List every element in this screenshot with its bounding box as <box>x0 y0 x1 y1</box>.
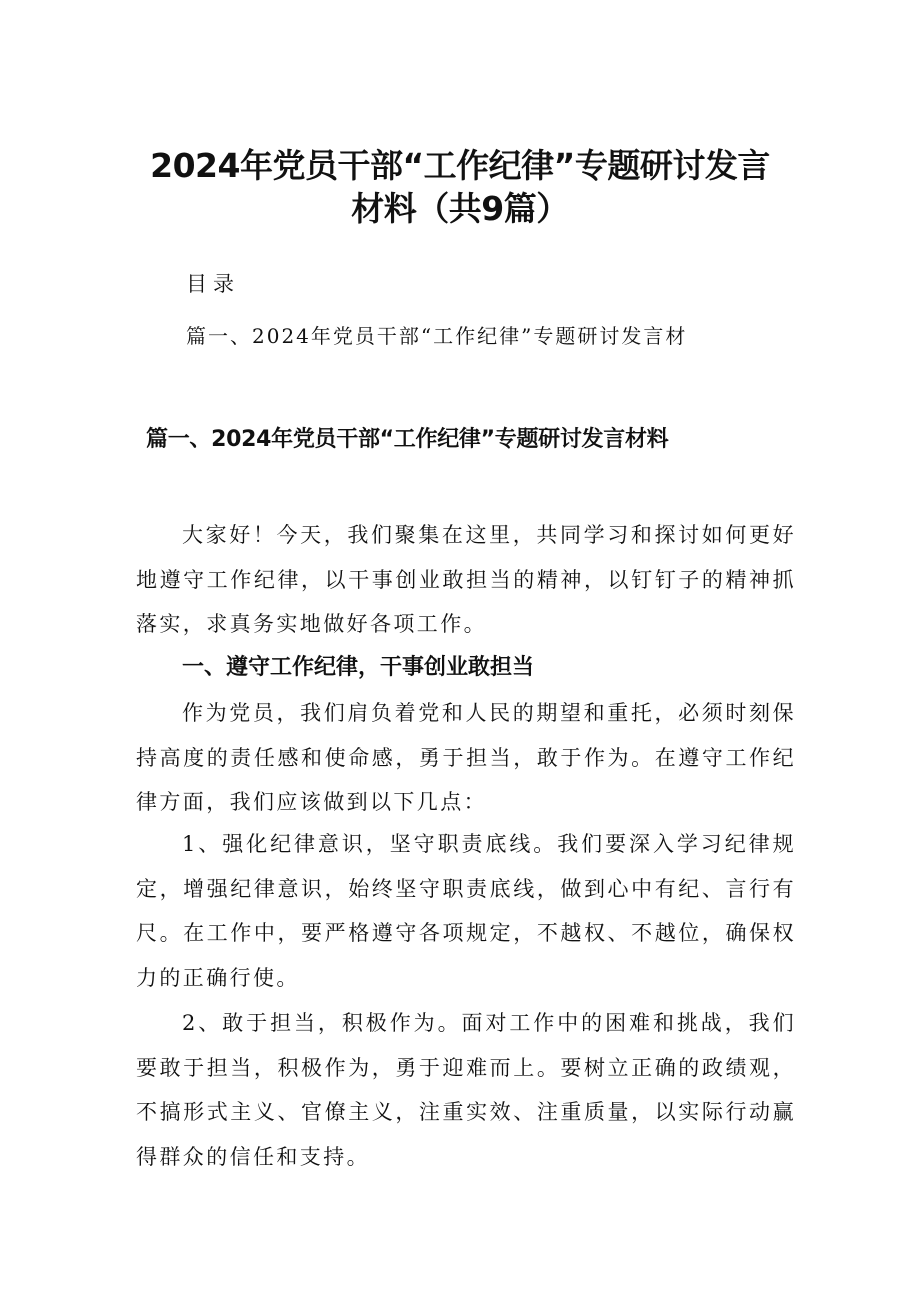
section-title-prefix: 篇一、2024 <box>146 427 272 452</box>
toc-item[interactable]: 篇一、2024年党员干部“工作纪律”专题研讨发言材 <box>186 324 688 348</box>
toc-label: 目录 <box>186 272 240 296</box>
paragraph-point-1: 1、强化纪律意识，坚守职责底线。我们要深入学习纪律规定，增强纪律意识，始终坚守职责底线，做到心中有纪、言行有尺。在工作中，要严格遵守各项规定，不越权、不越位，确保权力的正确行使。 <box>136 832 796 990</box>
paragraph-responsibility: 作为党员，我们肩负着党和人民的期望和重托，必须时刻保持高度的责任感和使命感，勇于担当，敢于作为。在遵守工作纪律方面，我们应该做到以下几点： <box>136 701 796 814</box>
section-title <box>146 422 668 453</box>
paragraph-point-2: 2、敢于担当，积极作为。面对工作中的困难和挑战，我们要敢于担当，积极作为，勇于迎难而上。要树立正确的政绩观，不搞形式主义、官僚主义，注重实效、注重质量，以实际行动赢得群众的信任和支持。 <box>136 1011 796 1169</box>
document-title-line-1: 2024年党员干部“工作纪律”专题研讨发言 <box>150 146 770 185</box>
subheading: 一、遵守工作纪律，干事创业敢担当 <box>182 655 535 680</box>
section-title-rest: 年党员干部“工作纪律”专题研讨发言材料 <box>271 427 669 452</box>
paragraph-intro: 大家好！今天，我们聚集在这里，共同学习和探讨如何更好地遵守工作纪律，以干事创业敢担当的精神，以钉钉子的精神抓落实，求真务实地做好各项工作。 <box>136 523 796 636</box>
document-title-line-2: 材料（共9篇） <box>351 189 569 228</box>
